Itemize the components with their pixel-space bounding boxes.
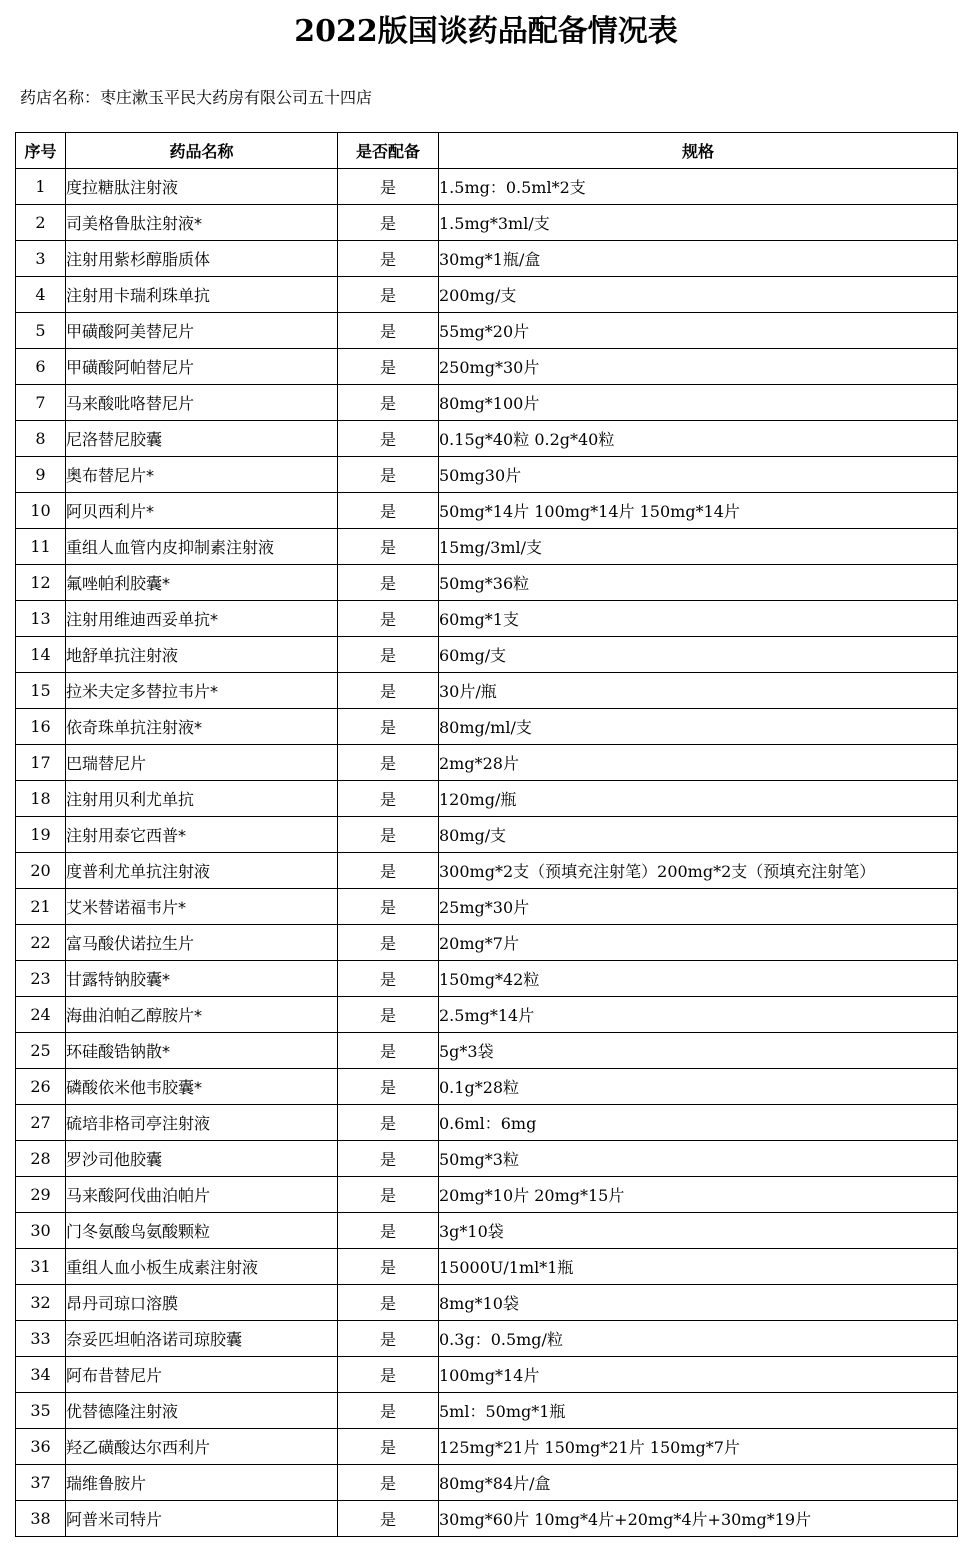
equipped-status: 是 — [338, 745, 439, 781]
drug-spec: 300mg*2支（预填充注射笔）200mg*2支（预填充注射笔） — [439, 853, 958, 889]
drug-spec: 120mg/瓶 — [439, 781, 958, 817]
row-number: 1 — [16, 169, 66, 205]
drug-spec: 5g*3袋 — [439, 1033, 958, 1069]
drug-spec: 25mg*30片 — [439, 889, 958, 925]
drug-spec: 80mg/支 — [439, 817, 958, 853]
equipped-status: 是 — [338, 889, 439, 925]
header-equipped: 是否配备 — [338, 133, 439, 169]
table-body — [16, 169, 958, 1537]
table-row — [16, 1393, 958, 1429]
table-row — [16, 1249, 958, 1285]
table-row — [16, 853, 958, 889]
table-row — [16, 205, 958, 241]
table-row — [16, 1465, 958, 1501]
table-row — [16, 1213, 958, 1249]
table-row — [16, 241, 958, 277]
equipped-status: 是 — [338, 169, 439, 205]
drug-name: 度拉糖肽注射液 — [66, 169, 338, 205]
equipped-status: 是 — [338, 1285, 439, 1321]
drug-name: 依奇珠单抗注射液* — [66, 709, 338, 745]
drug-name: 磷酸依米他韦胶囊* — [66, 1069, 338, 1105]
equipped-status: 是 — [338, 457, 439, 493]
table-row — [16, 1357, 958, 1393]
table-row — [16, 1321, 958, 1357]
equipped-status: 是 — [338, 961, 439, 997]
drug-name: 甘露特钠胶囊* — [66, 961, 338, 997]
drug-name: 瑞维鲁胺片 — [66, 1465, 338, 1501]
equipped-status: 是 — [338, 1321, 439, 1357]
row-number: 13 — [16, 601, 66, 637]
row-number: 24 — [16, 997, 66, 1033]
table-row — [16, 997, 958, 1033]
drug-name: 重组人血小板生成素注射液 — [66, 1249, 338, 1285]
row-number: 37 — [16, 1465, 66, 1501]
equipped-status: 是 — [338, 241, 439, 277]
drug-spec: 60mg*1支 — [439, 601, 958, 637]
drug-spec: 5ml：50mg*1瓶 — [439, 1393, 958, 1429]
equipped-status: 是 — [338, 781, 439, 817]
equipped-status: 是 — [338, 1105, 439, 1141]
drug-name: 重组人血管内皮抑制素注射液 — [66, 529, 338, 565]
equipped-status: 是 — [338, 1501, 439, 1537]
drug-spec: 20mg*10片 20mg*15片 — [439, 1177, 958, 1213]
row-number: 3 — [16, 241, 66, 277]
table-row — [16, 313, 958, 349]
drug-name: 注射用贝利尤单抗 — [66, 781, 338, 817]
table-row — [16, 889, 958, 925]
equipped-status: 是 — [338, 1465, 439, 1501]
drug-name: 注射用泰它西普* — [66, 817, 338, 853]
table-row — [16, 493, 958, 529]
row-number: 32 — [16, 1285, 66, 1321]
drug-name: 阿布昔替尼片 — [66, 1357, 338, 1393]
equipped-status: 是 — [338, 1177, 439, 1213]
drug-spec: 80mg*84片/盒 — [439, 1465, 958, 1501]
equipped-status: 是 — [338, 673, 439, 709]
row-number: 35 — [16, 1393, 66, 1429]
table-row — [16, 277, 958, 313]
row-number: 9 — [16, 457, 66, 493]
table-row — [16, 1285, 958, 1321]
drug-name: 甲磺酸阿美替尼片 — [66, 313, 338, 349]
drug-spec: 50mg30片 — [439, 457, 958, 493]
equipped-status: 是 — [338, 565, 439, 601]
equipped-status: 是 — [338, 1141, 439, 1177]
table-header-row — [16, 133, 958, 169]
equipped-status: 是 — [338, 385, 439, 421]
drug-spec: 20mg*7片 — [439, 925, 958, 961]
drug-spec: 0.3g：0.5mg/粒 — [439, 1321, 958, 1357]
row-number: 5 — [16, 313, 66, 349]
drug-spec: 3g*10袋 — [439, 1213, 958, 1249]
row-number: 12 — [16, 565, 66, 601]
row-number: 31 — [16, 1249, 66, 1285]
drug-table — [15, 132, 958, 1537]
table-row — [16, 1501, 958, 1537]
header-no: 序号 — [16, 133, 66, 169]
equipped-status: 是 — [338, 637, 439, 673]
table-row — [16, 925, 958, 961]
drug-name: 昂丹司琼口溶膜 — [66, 1285, 338, 1321]
row-number: 26 — [16, 1069, 66, 1105]
row-number: 4 — [16, 277, 66, 313]
drug-name: 奈妥匹坦帕洛诺司琼胶囊 — [66, 1321, 338, 1357]
drug-spec: 50mg*36粒 — [439, 565, 958, 601]
equipped-status: 是 — [338, 817, 439, 853]
drug-name: 优替德隆注射液 — [66, 1393, 338, 1429]
equipped-status: 是 — [338, 1429, 439, 1465]
table-row — [16, 601, 958, 637]
equipped-status: 是 — [338, 493, 439, 529]
table-row — [16, 961, 958, 997]
equipped-status: 是 — [338, 853, 439, 889]
row-number: 17 — [16, 745, 66, 781]
row-number: 27 — [16, 1105, 66, 1141]
drug-spec: 80mg/ml/支 — [439, 709, 958, 745]
drug-name: 巴瑞替尼片 — [66, 745, 338, 781]
row-number: 15 — [16, 673, 66, 709]
row-number: 20 — [16, 853, 66, 889]
table-row — [16, 745, 958, 781]
row-number: 25 — [16, 1033, 66, 1069]
equipped-status: 是 — [338, 709, 439, 745]
drug-spec: 1.5mg：0.5ml*2支 — [439, 169, 958, 205]
row-number: 11 — [16, 529, 66, 565]
drug-name: 艾米替诺福韦片* — [66, 889, 338, 925]
drug-spec: 15mg/3ml/支 — [439, 529, 958, 565]
table-row — [16, 169, 958, 205]
header-name: 药品名称 — [66, 133, 338, 169]
equipped-status: 是 — [338, 313, 439, 349]
equipped-status: 是 — [338, 277, 439, 313]
row-number: 8 — [16, 421, 66, 457]
table-row — [16, 385, 958, 421]
page-title: 2022版国谈药品配备情况表 — [294, 14, 678, 49]
row-number: 28 — [16, 1141, 66, 1177]
row-number: 19 — [16, 817, 66, 853]
drug-spec: 1.5mg*3ml/支 — [439, 205, 958, 241]
table-row — [16, 1141, 958, 1177]
row-number: 16 — [16, 709, 66, 745]
drug-name: 拉米夫定多替拉韦片* — [66, 673, 338, 709]
drug-spec: 2.5mg*14片 — [439, 997, 958, 1033]
drug-spec: 60mg/支 — [439, 637, 958, 673]
drug-name: 门冬氨酸鸟氨酸颗粒 — [66, 1213, 338, 1249]
row-number: 6 — [16, 349, 66, 385]
row-number: 14 — [16, 637, 66, 673]
drug-name: 尼洛替尼胶囊 — [66, 421, 338, 457]
equipped-status: 是 — [338, 925, 439, 961]
table-row — [16, 1105, 958, 1141]
drug-name: 硫培非格司亭注射液 — [66, 1105, 338, 1141]
table-row — [16, 1033, 958, 1069]
table-row — [16, 457, 958, 493]
table-row — [16, 1177, 958, 1213]
drug-spec: 30mg*1瓶/盒 — [439, 241, 958, 277]
equipped-status: 是 — [338, 1069, 439, 1105]
equipped-status: 是 — [338, 997, 439, 1033]
header-spec: 规格 — [439, 133, 958, 169]
equipped-status: 是 — [338, 1393, 439, 1429]
equipped-status: 是 — [338, 1357, 439, 1393]
drug-name: 注射用维迪西妥单抗* — [66, 601, 338, 637]
drug-name: 地舒单抗注射液 — [66, 637, 338, 673]
row-number: 21 — [16, 889, 66, 925]
drug-name: 注射用卡瑞利珠单抗 — [66, 277, 338, 313]
row-number: 30 — [16, 1213, 66, 1249]
equipped-status: 是 — [338, 1249, 439, 1285]
drug-spec: 30mg*60片 10mg*4片+20mg*4片+30mg*19片 — [439, 1501, 958, 1537]
drug-name: 羟乙磺酸达尔西利片 — [66, 1429, 338, 1465]
drug-spec: 250mg*30片 — [439, 349, 958, 385]
drug-spec: 15000U/1ml*1瓶 — [439, 1249, 958, 1285]
table-row — [16, 709, 958, 745]
drug-spec: 8mg*10袋 — [439, 1285, 958, 1321]
table-row — [16, 1429, 958, 1465]
drug-spec: 2mg*28片 — [439, 745, 958, 781]
table-row — [16, 565, 958, 601]
drug-spec: 50mg*14片 100mg*14片 150mg*14片 — [439, 493, 958, 529]
drug-spec: 55mg*20片 — [439, 313, 958, 349]
row-number: 7 — [16, 385, 66, 421]
store-name: 药店名称：枣庄漱玉平民大药房有限公司五十四店 — [20, 88, 373, 107]
drug-name: 阿贝西利片* — [66, 493, 338, 529]
row-number: 36 — [16, 1429, 66, 1465]
equipped-status: 是 — [338, 1213, 439, 1249]
drug-name: 奥布替尼片* — [66, 457, 338, 493]
table-row — [16, 1069, 958, 1105]
table-row — [16, 781, 958, 817]
drug-name: 阿普米司特片 — [66, 1501, 338, 1537]
drug-spec: 0.15g*40粒 0.2g*40粒 — [439, 421, 958, 457]
drug-spec: 125mg*21片 150mg*21片 150mg*7片 — [439, 1429, 958, 1465]
table-row — [16, 529, 958, 565]
drug-name: 海曲泊帕乙醇胺片* — [66, 997, 338, 1033]
table-row — [16, 637, 958, 673]
row-number: 34 — [16, 1357, 66, 1393]
table-row — [16, 673, 958, 709]
drug-name: 马来酸吡咯替尼片 — [66, 385, 338, 421]
drug-name: 环硅酸锆钠散* — [66, 1033, 338, 1069]
table-row — [16, 349, 958, 385]
drug-spec: 0.6ml：6mg — [439, 1105, 958, 1141]
row-number: 38 — [16, 1501, 66, 1537]
drug-name: 度普利尤单抗注射液 — [66, 853, 338, 889]
drug-name: 罗沙司他胶囊 — [66, 1141, 338, 1177]
equipped-status: 是 — [338, 421, 439, 457]
drug-spec: 30片/瓶 — [439, 673, 958, 709]
drug-name: 司美格鲁肽注射液* — [66, 205, 338, 241]
drug-name: 富马酸伏诺拉生片 — [66, 925, 338, 961]
drug-spec: 200mg/支 — [439, 277, 958, 313]
drug-spec: 50mg*3粒 — [439, 1141, 958, 1177]
equipped-status: 是 — [338, 529, 439, 565]
table-row — [16, 817, 958, 853]
drug-name: 氟唑帕利胶囊* — [66, 565, 338, 601]
row-number: 22 — [16, 925, 66, 961]
drug-name: 注射用紫杉醇脂质体 — [66, 241, 338, 277]
drug-spec: 0.1g*28粒 — [439, 1069, 958, 1105]
row-number: 18 — [16, 781, 66, 817]
drug-spec: 100mg*14片 — [439, 1357, 958, 1393]
equipped-status: 是 — [338, 349, 439, 385]
row-number: 10 — [16, 493, 66, 529]
drug-name: 甲磺酸阿帕替尼片 — [66, 349, 338, 385]
row-number: 29 — [16, 1177, 66, 1213]
drug-spec: 150mg*42粒 — [439, 961, 958, 997]
table-row — [16, 421, 958, 457]
equipped-status: 是 — [338, 205, 439, 241]
equipped-status: 是 — [338, 601, 439, 637]
drug-name: 马来酸阿伐曲泊帕片 — [66, 1177, 338, 1213]
row-number: 33 — [16, 1321, 66, 1357]
row-number: 23 — [16, 961, 66, 997]
drug-spec: 80mg*100片 — [439, 385, 958, 421]
row-number: 2 — [16, 205, 66, 241]
equipped-status: 是 — [338, 1033, 439, 1069]
